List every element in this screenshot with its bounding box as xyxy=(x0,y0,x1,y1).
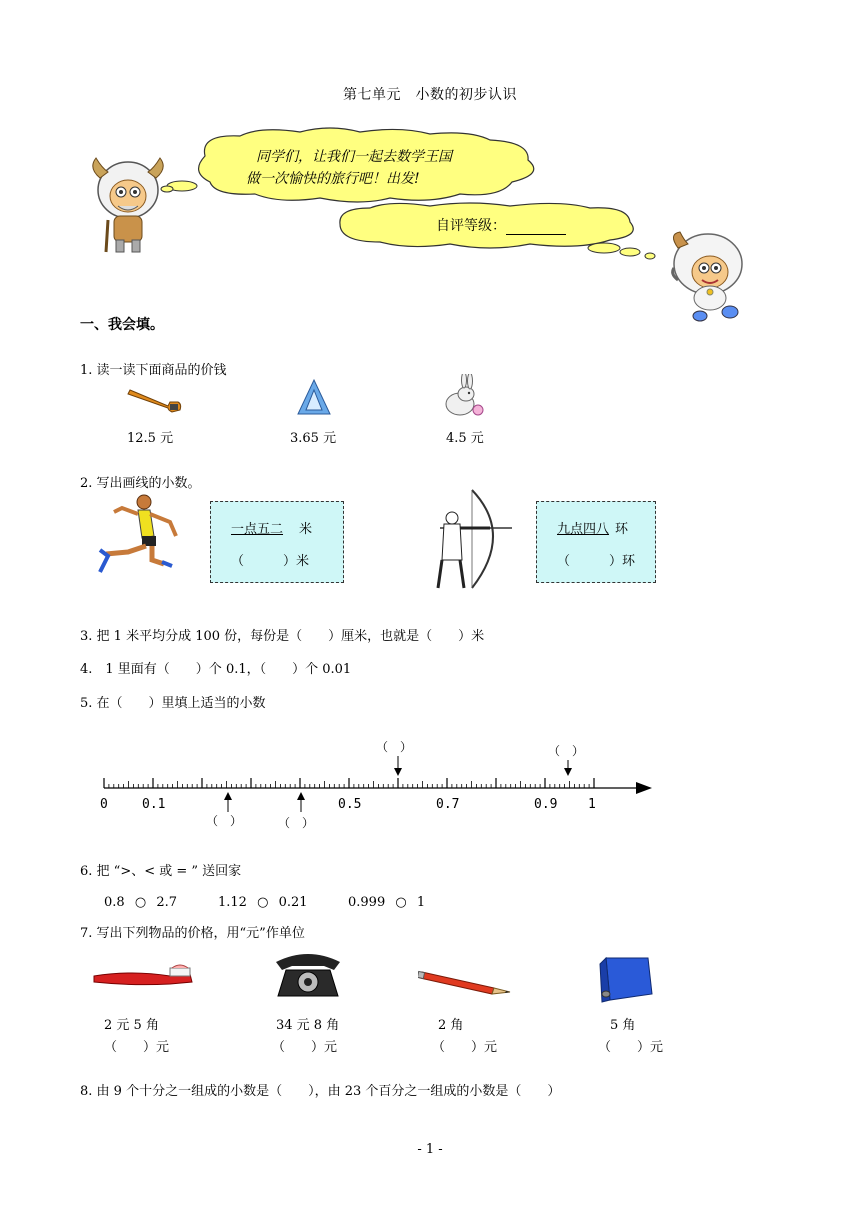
question-3: 3. 把 1 米平均分成 100 份，每份是（ ）厘米，也就是（ ）米 xyxy=(80,629,485,644)
sheep-character-icon xyxy=(664,228,748,324)
goat-character-icon xyxy=(88,150,168,255)
bubble-line-1: 同学们，让我们一起去数学王国 xyxy=(256,149,452,165)
grade-label xyxy=(436,215,566,235)
compare-2 xyxy=(218,895,308,910)
item-blank-4[interactable]: （ ）元 xyxy=(598,1040,664,1055)
binder-icon xyxy=(596,954,656,1004)
question-7: 7. 写出下列物品的价格，用“元”作单位 xyxy=(80,926,305,941)
tick-label-0-7: 0.7 xyxy=(436,797,460,812)
blank-2[interactable]: （ ）环 xyxy=(557,554,636,569)
item-price-3: 2 角 xyxy=(438,1018,464,1033)
blank-1[interactable]: （ ）米 xyxy=(231,554,310,569)
blank-below-1[interactable]: （ ） xyxy=(206,814,243,828)
grade-blank[interactable] xyxy=(506,222,566,235)
blank-below-2[interactable]: （ ） xyxy=(278,816,315,830)
tick-label-1: 1 xyxy=(588,797,596,812)
unit-2: 环 xyxy=(615,522,629,537)
compare-2-left: 1.12 xyxy=(218,895,247,910)
price-2: 3.65 元 xyxy=(290,431,337,446)
question-2: 2. 写出画线的小数。 xyxy=(80,476,201,491)
number-line-arrowhead xyxy=(636,782,652,794)
compare-1-circle[interactable]: ○ xyxy=(134,895,147,910)
number-line-ticks xyxy=(104,778,594,788)
reading-1-underlined: 一点五二 xyxy=(231,522,284,537)
toothbrush-icon xyxy=(92,962,196,990)
tick-label-0-5: 0.5 xyxy=(338,797,362,812)
price-3: 4.5 元 xyxy=(446,431,484,446)
tick-label-0-9: 0.9 xyxy=(534,797,558,812)
triangle-ruler-icon xyxy=(294,378,334,418)
page-number: - 1 - xyxy=(417,1142,443,1157)
answer-box-1 xyxy=(210,501,344,583)
item-price-2: 34 元 8 角 xyxy=(276,1018,340,1033)
answer-box-2 xyxy=(536,501,656,583)
reading-2 xyxy=(557,518,628,537)
item-blank-2[interactable]: （ ）元 xyxy=(272,1040,338,1055)
compare-3 xyxy=(348,895,425,910)
rabbit-icon xyxy=(440,374,486,420)
section-heading: 一、我会填。 xyxy=(80,317,164,333)
reading-1 xyxy=(231,518,312,537)
page-title: 第七单元 小数的初步认识 xyxy=(343,87,517,103)
long-jumper-icon xyxy=(92,492,184,578)
compare-3-right: 1 xyxy=(416,895,426,910)
question-8: 8. 由 9 个十分之一组成的小数是（ ），由 23 个百分之一组成的小数是（ ） xyxy=(80,1084,561,1099)
telephone-icon xyxy=(272,950,344,1000)
compare-1 xyxy=(104,895,177,910)
compare-1-left: 0.8 xyxy=(104,895,125,910)
item-price-4: 5 角 xyxy=(610,1018,636,1033)
pencil-icon xyxy=(418,966,514,996)
item-blank-3[interactable]: （ ）元 xyxy=(432,1040,498,1055)
compare-2-right: 0.21 xyxy=(278,895,308,910)
reading-2-underlined: 九点四八 xyxy=(557,522,610,537)
blank-above-1[interactable]: （ ） xyxy=(376,740,413,754)
item-blank-1[interactable]: （ ）元 xyxy=(104,1040,170,1055)
tick-label-0-1: 0.1 xyxy=(142,797,166,812)
question-4: 4. 1 里面有（ ）个 0.1，（ ）个 0.01 xyxy=(80,662,352,677)
archer-icon xyxy=(430,484,516,590)
unit-1: 米 xyxy=(299,522,313,537)
blank-above-2[interactable]: （ ） xyxy=(548,744,585,758)
question-5: 5. 在（ ）里填上适当的小数 xyxy=(80,696,266,711)
grade-label-text: 自评等级： xyxy=(436,218,506,234)
compare-3-circle[interactable]: ○ xyxy=(395,895,407,910)
question-1: 1. 读一读下面商品的价钱 xyxy=(80,363,227,378)
tick-label-0: 0 xyxy=(100,797,108,812)
price-1: 12.5 元 xyxy=(127,431,174,446)
compare-2-circle[interactable]: ○ xyxy=(257,895,269,910)
question-6: 6. 把 “>、< 或 = ” 送回家 xyxy=(80,864,242,879)
compare-1-right: 2.7 xyxy=(156,895,177,910)
item-price-1: 2 元 5 角 xyxy=(104,1018,159,1033)
compare-3-left: 0.999 xyxy=(348,895,386,910)
speech-bubble-icon xyxy=(160,126,550,206)
bubble-line-2: 做一次愉快的旅行吧！出发! xyxy=(246,171,420,187)
wrench-icon xyxy=(126,384,184,416)
